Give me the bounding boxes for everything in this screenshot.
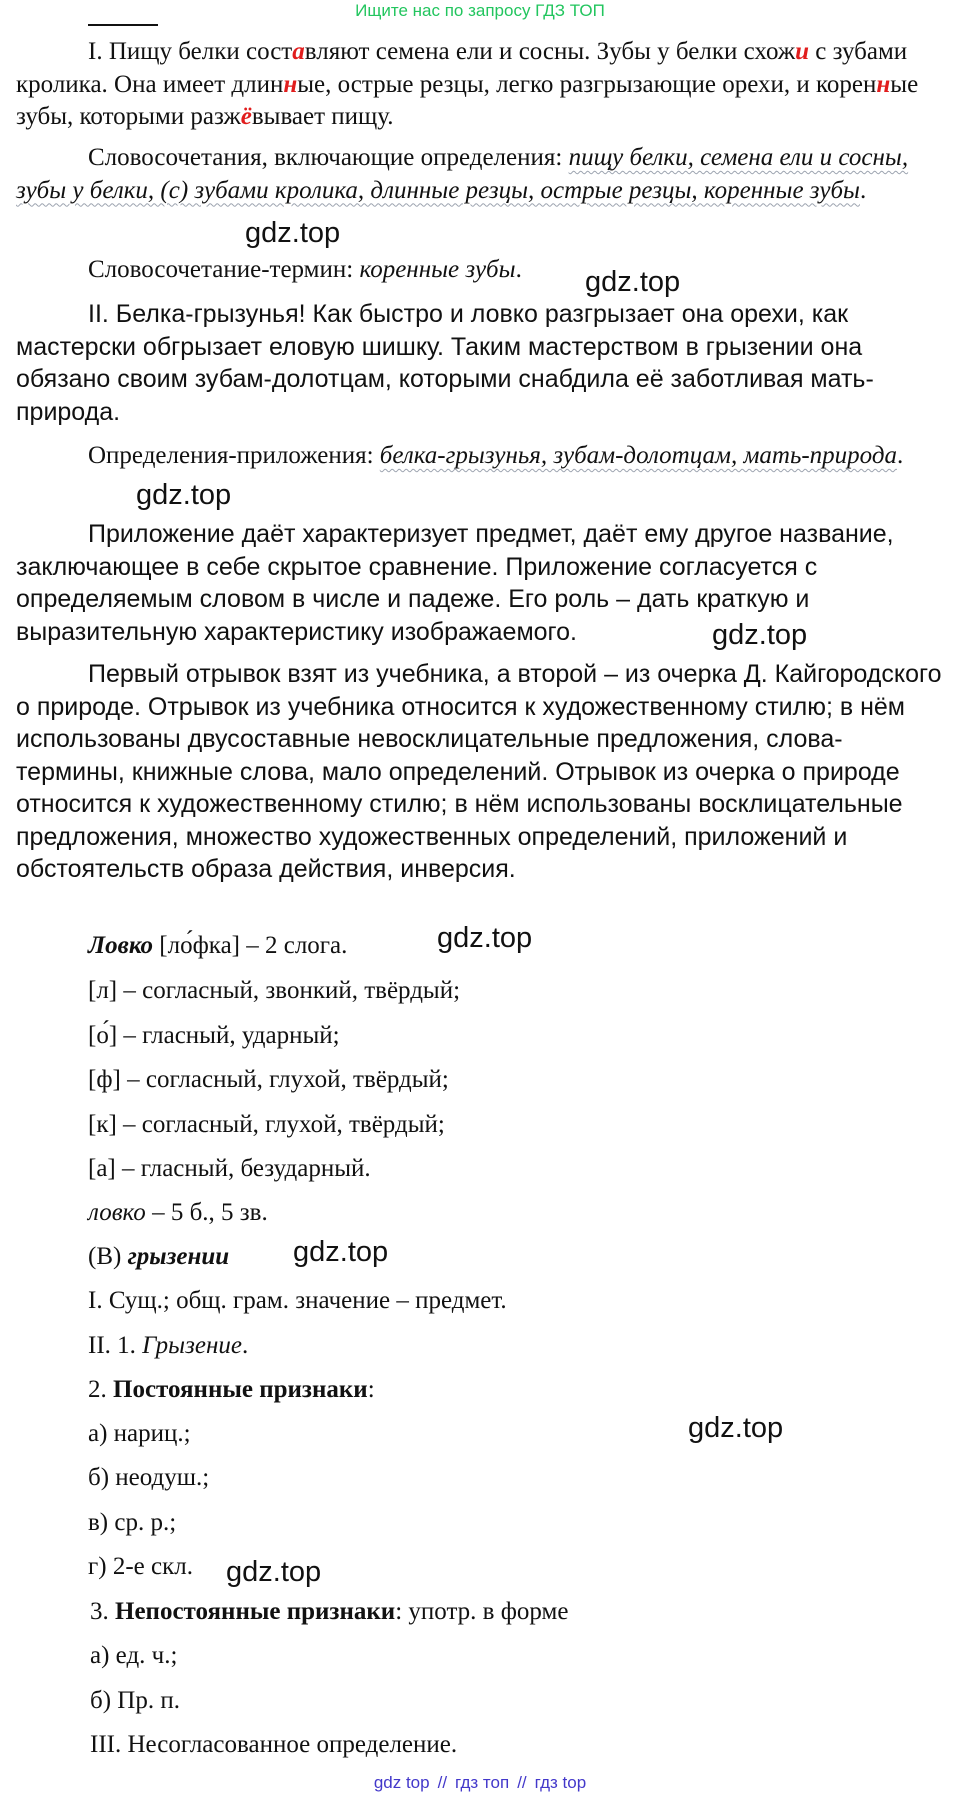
constant-feature: а) нариц.; bbox=[88, 1420, 191, 1447]
search-hint: Ищите нас по запросу ГДЗ ТОП bbox=[355, 1, 605, 20]
phonetic-heading bbox=[88, 930, 347, 962]
watermark: gdz.top bbox=[245, 217, 341, 249]
morph-line-3: III. Несогласованное определение. bbox=[90, 1731, 458, 1758]
constant-feature: г) 2-е скл. bbox=[88, 1553, 193, 1580]
paragraph-6: Приложение даёт характеризует предмет, даёт ему другое название, заключающее в себе скрытое сравнение. Приложение согласуется с определяемым словом в числе и падеже. Его роль – дать краткую и выразительную характеристику изображаемого. bbox=[16, 520, 894, 646]
watermark: gdz.top bbox=[688, 1412, 784, 1444]
morph-line-1: I. Сущ.; общ. грам. значение – предмет. bbox=[88, 1287, 507, 1314]
footer-link[interactable]: gdz top bbox=[373, 1773, 430, 1792]
footer-link[interactable]: гдз топ bbox=[455, 1773, 510, 1792]
p2-end: . bbox=[859, 176, 867, 204]
footer-link[interactable]: гдз top bbox=[534, 1773, 587, 1792]
paragraph-1 bbox=[16, 36, 946, 134]
morph-initial-form: Грызение bbox=[142, 1332, 242, 1359]
p5-items: белка-грызунья, зубам-долотцам, мать-природа bbox=[379, 442, 897, 469]
morph-prefix: (В) bbox=[88, 1243, 128, 1270]
p1-text-f: вывает пищу. bbox=[251, 103, 394, 130]
watermark: gdz.top bbox=[585, 266, 681, 298]
count-word: ловко bbox=[88, 1199, 146, 1226]
count-value: – 5 б., 5 зв. bbox=[145, 1199, 268, 1226]
sound-line: [л] – согласный, звонкий, твёрдый; bbox=[88, 977, 461, 1004]
constant-features-heading bbox=[88, 1374, 375, 1406]
top-dash bbox=[88, 24, 158, 26]
morph-line-2-end: . bbox=[241, 1332, 249, 1359]
watermark: gdz.top bbox=[136, 479, 232, 511]
sound-line: [к] – согласный, глухой, твёрдый; bbox=[88, 1111, 445, 1138]
paragraph-7: Первый отрывок взят из учебника, а второй – из очерка Д. Кайгородского о природе. Отрывок из учебника относится к художественному стилю; в нём использованы двусоставные невосклицательные предложения, слова-термины, книжные слова, мало определений. Отрывок из очерка о природе относится к художественному стилю; в нём использованы восклицательные предложения, множество художественных определений, приложений и обстоятельств образа действия, инверсия. bbox=[16, 660, 942, 883]
p1-highlight-e: ё bbox=[240, 103, 252, 130]
p1-highlight-a: а bbox=[292, 38, 305, 65]
p1-highlight-c: н bbox=[283, 70, 298, 98]
footer-separator: // bbox=[517, 1773, 527, 1792]
p5-end: . bbox=[897, 442, 904, 469]
variable-feature: б) Пр. п. bbox=[90, 1687, 180, 1714]
constant-title: Постоянные признаки bbox=[113, 1376, 368, 1403]
watermark: gdz.top bbox=[226, 1556, 322, 1588]
p3-term: коренные зубы bbox=[359, 256, 516, 283]
morph-word: грызении bbox=[127, 1243, 230, 1270]
sound-line: [о́] – гласный, ударный; bbox=[88, 1022, 340, 1049]
p1-text-e: ые зубы, которыми разж bbox=[16, 70, 919, 130]
variable-features-heading bbox=[90, 1596, 568, 1628]
morph-line-2 bbox=[88, 1330, 248, 1362]
variable-num: 3. bbox=[90, 1598, 115, 1625]
constant-num: 2. bbox=[88, 1376, 113, 1403]
p3-end: . bbox=[515, 256, 522, 283]
watermark: gdz.top bbox=[293, 1236, 389, 1268]
p1-text-c: с зубами кролика. Она имеет длин bbox=[16, 38, 908, 98]
p1-text-a: I. Пищу белки сост bbox=[88, 38, 293, 65]
constant-colon: : bbox=[367, 1376, 375, 1403]
p5-lead: Определения-приложения: bbox=[88, 442, 380, 469]
footer-links bbox=[0, 1772, 960, 1794]
morph-heading bbox=[88, 1241, 229, 1273]
p1-text-b: вляют семена ели и сосны. Зубы у белки схож bbox=[304, 38, 796, 65]
p2-lead: Словосочетания, включающие определения: bbox=[88, 144, 569, 171]
constant-feature: б) неодуш.; bbox=[88, 1464, 210, 1491]
morph-line-2-prefix: II. 1. bbox=[88, 1332, 143, 1359]
watermark: gdz.top bbox=[437, 922, 533, 954]
paragraph-3 bbox=[16, 254, 946, 287]
variable-feature: а) ед. ч.; bbox=[90, 1642, 178, 1669]
p1-highlight-b: и bbox=[795, 38, 810, 65]
p3-lead: Словосочетание-термин: bbox=[88, 256, 360, 283]
paragraph-4: II. Белка-грызунья! Как быстро и ловко разгрызает она орехи, как мастерски обгрызает еловую шишку. Таким мастерством в грызении она обязано своим зубам-долотцам, которыми снабдила её заботливая мать-природа. bbox=[16, 300, 874, 426]
sound-line: [а] – гласный, безударный. bbox=[88, 1155, 371, 1182]
p2-phrases: пищу белки, семена ели и сосны, зубы у белки, (с) зубами кролика, длинные резцы, острые резцы, коренные зубы bbox=[16, 144, 909, 204]
constant-feature: в) ср. р.; bbox=[88, 1509, 177, 1536]
p1-text-d: ые, острые резцы, легко разгрызающие орехи, и корен bbox=[297, 70, 877, 98]
paragraph-5 bbox=[16, 440, 946, 473]
footer-separator: // bbox=[437, 1773, 448, 1792]
phonetic-transcription: [ло́фка] – 2 слога. bbox=[153, 932, 348, 959]
variable-rest: : употр. в форме bbox=[395, 1598, 569, 1625]
letters-sounds-count bbox=[88, 1197, 268, 1229]
phonetic-word: Ловко bbox=[88, 932, 154, 959]
variable-title: Непостоянные признаки bbox=[115, 1598, 396, 1625]
p1-highlight-d: н bbox=[876, 70, 891, 98]
paragraph-2 bbox=[16, 142, 946, 207]
watermark: gdz.top bbox=[712, 619, 808, 651]
sound-line: [ф] – согласный, глухой, твёрдый; bbox=[88, 1066, 449, 1093]
